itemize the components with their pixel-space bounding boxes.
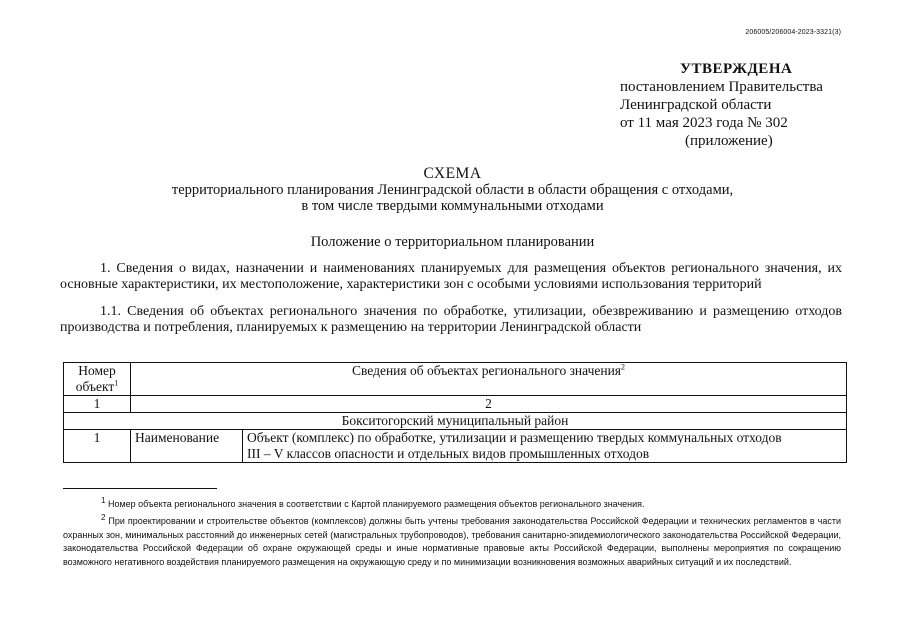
column-index-2: 2 — [131, 396, 847, 413]
table-header-row — [64, 363, 847, 396]
footnote-separator — [63, 488, 217, 489]
approval-annex: (приложение) — [685, 133, 773, 149]
footnote-2-mark: 2 — [101, 513, 106, 522]
table-row — [64, 430, 847, 463]
footnote-2-text: При проектировании и строительстве объектов (комплексов) должны быть учтены требования законодательства Российской Федерации и технических регламентов в части охранных зон, минимальных расстояний до инженерных сетей (магистральных трубопроводов), требования санитарно-эпидемиологического законодательства Российской Федерации, законодательства Российской Федерации об охране окружающей среды и иные нормативные правовые акты Российской Федерации, выполнены мероприятия по сокращению возможного негативного воздействия планируемого размещения на окружающую среду и по минимизации возникновения возможных аварийных ситуаций и их последствий. — [63, 516, 841, 567]
footnote-ref-1: 1 — [114, 378, 119, 388]
field-value-line-2: III – V классов опасности и отдельных видов промышленных отходов — [247, 446, 650, 461]
header-info-cell — [131, 363, 847, 396]
paragraph-1: 1. Сведения о видах, назначении и наименованиях планируемых для размещения объектов регионального значения, их основные характеристики, их местоположение, характеристики зон с особыми условиями использования территорий — [60, 261, 842, 292]
approval-line-3: от 11 мая 2023 года № 302 — [620, 115, 788, 131]
schema-subtitle-line-2: в том числе твердыми коммунальными отходами — [301, 198, 604, 214]
schema-subtitle — [0, 182, 905, 214]
row-number-cell: 1 — [64, 430, 131, 463]
field-name-cell: Наименование — [131, 430, 243, 463]
header-info-text: Сведения об объектах регионального значения — [351, 363, 622, 378]
footnote-2 — [63, 515, 841, 569]
approval-block — [620, 60, 823, 150]
objects-table — [63, 362, 847, 463]
approval-line-1: постановлением Правительства — [620, 79, 823, 95]
district-cell: Бокситогорский муниципальный район — [64, 413, 847, 430]
footnote-1-mark: 1 — [101, 496, 106, 505]
approval-line-2: Ленинградской области — [620, 97, 772, 113]
table-index-row — [64, 396, 847, 413]
header-number-line-2 — [68, 379, 126, 395]
footnote-ref-2: 2 — [621, 362, 626, 372]
header-number-text: объект — [75, 379, 115, 394]
district-row — [64, 413, 847, 430]
field-value-line-1: Объект (комплекс) по обработке, утилизации и размещению твердых коммунальных отходов — [247, 430, 782, 445]
footnote-1-text: Номер объекта регионального значения в соответствии с Картой планируемого размещения объектов регионального значения. — [107, 499, 645, 509]
schema-subtitle-line-1: территориального планирования Ленинградской области в области обращения с отходами, — [171, 182, 734, 198]
header-number-cell — [64, 363, 131, 396]
header-number-line-1: Номер — [78, 363, 116, 378]
field-value-cell — [243, 430, 847, 463]
paragraph-1-1: 1.1. Сведения об объектах регионального значения по обработке, утилизации, обезвреживанию и размещению отходов производства и потребления, планируемых к размещению на территории Ленинградской области — [60, 304, 842, 335]
approval-title: УТВЕРЖДЕНА — [680, 61, 793, 77]
section-title: Положение о территориальном планировании — [310, 234, 595, 250]
document-id: 206005/206004-2023-3321(3) — [745, 29, 841, 36]
schema-title: СХЕМА — [423, 165, 482, 182]
footnote-1 — [63, 498, 841, 512]
column-index-1: 1 — [64, 396, 131, 413]
